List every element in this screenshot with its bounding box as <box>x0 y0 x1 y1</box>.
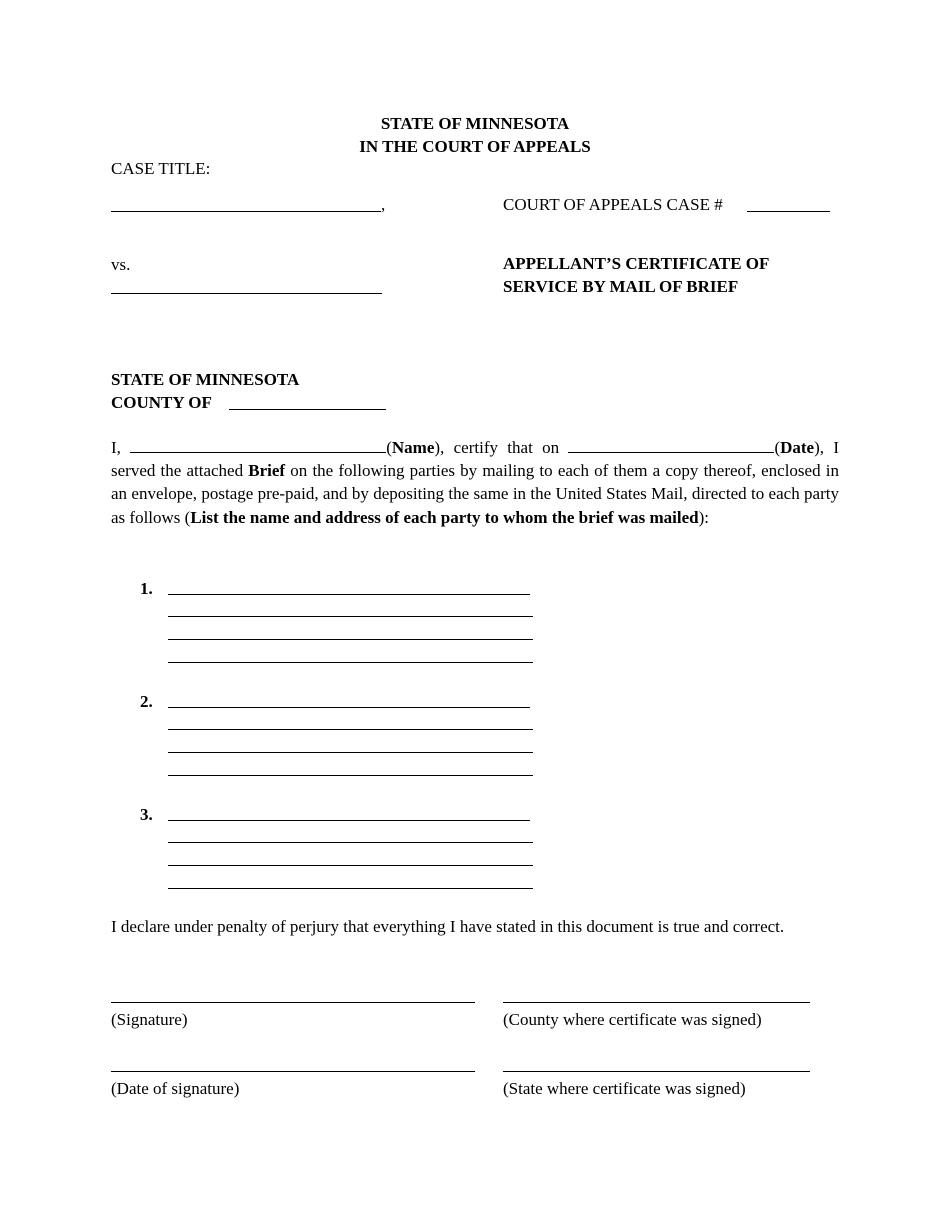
party-2-line-2[interactable] <box>168 729 533 730</box>
party-1-line-4[interactable] <box>168 662 533 663</box>
cert-name-close: ), certify that on <box>434 438 569 457</box>
party-2-line-4[interactable] <box>168 775 533 776</box>
party-3-line-1[interactable] <box>168 820 530 821</box>
party-number-3: 3. <box>140 805 153 824</box>
versus-text: vs. <box>111 255 131 274</box>
respondent-name-blank[interactable] <box>111 293 382 294</box>
party-number-1: 1. <box>140 579 153 598</box>
cert-date-open: ( <box>774 438 781 457</box>
document-title-line1: APPELLANT’S CERTIFICATE OF <box>503 254 770 273</box>
signature-line[interactable] <box>111 1002 475 1003</box>
perjury-declaration: I declare under penalty of perjury that everything I have stated in this document is true and correct. <box>111 917 785 936</box>
venue-county-label: COUNTY OF <box>111 393 212 412</box>
case-number-blank[interactable] <box>747 211 830 212</box>
party-3-line-3[interactable] <box>168 865 533 866</box>
case-number-label: COURT OF APPEALS CASE # <box>503 195 723 214</box>
party-3-line-2[interactable] <box>168 842 533 843</box>
party-2-line-3[interactable] <box>168 752 533 753</box>
venue-state: STATE OF MINNESOTA <box>111 370 300 389</box>
signature-label: (Signature) <box>111 1010 188 1029</box>
cert-instruction: List the name and address of each party to whom the brief was mailed <box>190 507 699 527</box>
county-blank[interactable] <box>229 409 386 410</box>
case-title-label: CASE TITLE: <box>111 159 211 178</box>
cert-date-close: ), I served the attached <box>111 438 839 481</box>
service-date-blank[interactable] <box>568 437 774 453</box>
party-1-line-3[interactable] <box>168 639 533 640</box>
header-state: STATE OF MINNESOTA <box>380 114 570 133</box>
party-2-line-1[interactable] <box>168 707 530 708</box>
cert-brief: Brief <box>248 461 286 481</box>
county-signed-line[interactable] <box>503 1002 810 1003</box>
document-title-line2: SERVICE BY MAIL OF BRIEF <box>503 277 739 296</box>
state-signed-label: (State where certificate was signed) <box>503 1079 746 1098</box>
party-number-2: 2. <box>140 692 153 711</box>
cert-date-label: Date <box>780 438 815 457</box>
signature-date-line[interactable] <box>111 1071 475 1072</box>
cert-name-open: ( <box>386 438 392 457</box>
party-3-line-4[interactable] <box>168 888 533 889</box>
cert-body: on the following parties by mailing to each of them a copy thereof, enclosed in an envelope, postage pre-paid, and by depositing the same in the United States Mail, directed to each party as follows ( <box>111 461 839 527</box>
appellant-name-blank[interactable] <box>111 211 381 212</box>
party-1-line-2[interactable] <box>168 616 533 617</box>
cert-i: I, <box>111 438 131 457</box>
county-signed-label: (County where certificate was signed) <box>503 1010 762 1029</box>
signature-date-label: (Date of signature) <box>111 1079 240 1098</box>
party-comma: , <box>381 195 386 214</box>
state-signed-line[interactable] <box>503 1071 810 1072</box>
certifier-name-blank[interactable] <box>130 437 386 453</box>
cert-name-label: Name <box>391 438 435 457</box>
party-1-line-1[interactable] <box>168 594 530 595</box>
certification-paragraph <box>111 436 839 529</box>
cert-end: ): <box>698 507 709 527</box>
header-court: IN THE COURT OF APPEALS <box>359 137 591 156</box>
